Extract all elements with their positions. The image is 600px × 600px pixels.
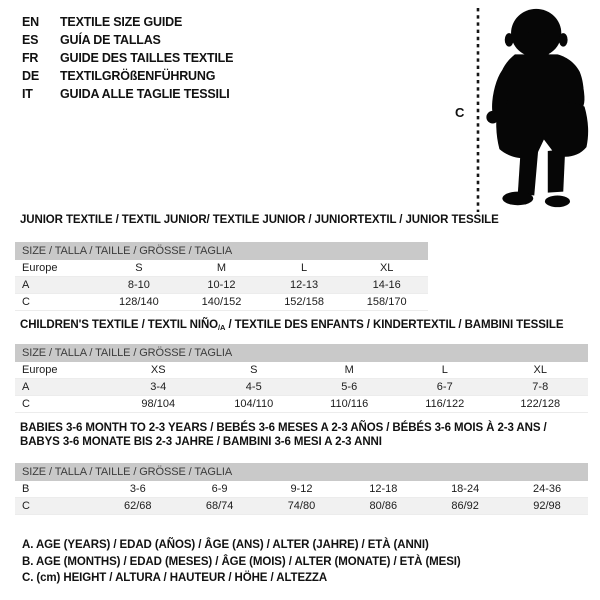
guide-title: GUÍA DE TALLAS [60,33,161,47]
row-label: C [15,396,111,413]
title-text: CHILDREN'S TEXTILE / TEXTIL NIÑO [20,319,219,331]
cell: 4-5 [206,379,302,396]
cell: 62/68 [97,498,179,515]
cell: 110/116 [302,396,398,413]
language-row-de [22,67,233,85]
language-code: EN [22,15,39,29]
children-textile-table [15,344,588,413]
cell: XS [111,362,207,379]
guide-title: TEXTILGRÖßENFÜHRUNG [60,69,216,83]
cell: 6-7 [397,379,493,396]
cell: 152/158 [263,294,346,311]
cell: 9-12 [261,481,343,498]
babies-title-line2: BABYS 3-6 MONATE BIS 2-3 JAHRE / BAMBINI 3-6 MESI A 2-3 ANNI [20,436,382,448]
table-row [15,379,588,396]
cell: 6-9 [179,481,261,498]
babies-title-line1: BABIES 3-6 MONTH TO 2-3 YEARS / BEBÉS 3-6 MESES A 2-3 AÑOS / BÉBÉS 3-6 MOIS À 2-3 ANS / [20,422,547,434]
children-textile-section [15,318,588,413]
toddler-silhouette-icon [485,6,598,211]
cell: 3-6 [97,481,179,498]
footnote-a: A. AGE (YEARS) / EDAD (AÑOS) / ÂGE (ANS) / ALTER (JAHRE) / ETÀ (ANNI) [22,539,429,551]
cell: M [302,362,398,379]
row-label: B [15,481,97,498]
table-row [15,260,428,277]
cell: 12-18 [342,481,424,498]
language-row-en [22,13,233,31]
language-code: ES [22,33,39,47]
cell: M [180,260,263,277]
cell: 92/98 [506,498,588,515]
cell: 158/170 [345,294,428,311]
row-label: A [15,379,111,396]
row-label: A [15,277,98,294]
cell: 68/74 [179,498,261,515]
cell: 128/140 [98,294,181,311]
size-header-bar: SIZE / TALLA / TAILLE / GRÖSSE / TAGLIA [15,344,588,362]
babies-textile-table [15,463,588,515]
cell: XL [345,260,428,277]
junior-textile-table [15,242,428,311]
cell: XL [493,362,589,379]
guide-title: TEXTILE SIZE GUIDE [60,15,183,29]
cell: 18-24 [424,481,506,498]
cell: L [263,260,346,277]
height-measure-line [475,8,481,212]
cell: 5-6 [302,379,398,396]
cell: 104/110 [206,396,302,413]
row-label: C [15,498,97,515]
table-row [15,498,588,515]
cell: 86/92 [424,498,506,515]
cell: S [98,260,181,277]
table-row [15,294,428,311]
size-header-bar: SIZE / TALLA / TAILLE / GRÖSSE / TAGLIA [15,463,588,481]
row-label: Europe [15,362,111,379]
cell: 14-16 [345,277,428,294]
junior-textile-section [15,213,499,311]
cell: 122/128 [493,396,589,413]
table-row [15,277,428,294]
babies-textile-section [15,421,588,515]
cell: 98/104 [111,396,207,413]
language-code: IT [22,87,33,101]
children-textile-title [15,318,588,335]
guide-title: GUIDA ALLE TAGLIE TESSILI [60,87,230,101]
table-row [15,396,588,413]
cell: 10-12 [180,277,263,294]
size-header-bar: SIZE / TALLA / TAILLE / GRÖSSE / TAGLIA [15,242,428,260]
cell: 8-10 [98,277,181,294]
height-measure-label: C [455,105,465,120]
language-code: DE [22,69,39,83]
cell: 12-13 [263,277,346,294]
guide-title: GUIDE DES TAILLES TEXTILE [60,51,234,65]
row-label: C [15,294,98,311]
cell: S [206,362,302,379]
cell: L [397,362,493,379]
table-row [15,481,588,498]
cell: 7-8 [493,379,589,396]
cell: 116/122 [397,396,493,413]
junior-textile-title: JUNIOR TEXTILE / TEXTIL JUNIOR/ TEXTILE JUNIOR / JUNIORTEXTIL / JUNIOR TESSILE [20,214,499,226]
cell: 3-4 [111,379,207,396]
title-subscript: /A [218,323,226,332]
footnote-legend [22,537,461,587]
row-label: Europe [15,260,98,277]
cell: 74/80 [261,498,343,515]
cell: 140/152 [180,294,263,311]
table-row [15,362,588,379]
footnote-c: C. (cm) HEIGHT / ALTURA / HAUTEUR / HÖHE / ALTEZZA [22,572,328,585]
language-code: FR [22,51,39,65]
language-row-it [22,85,233,103]
cell: 24-36 [506,481,588,498]
language-row-fr [22,49,233,67]
language-title-list [22,13,233,103]
title-text: / TEXTILE DES ENFANTS / KINDERTEXTIL / BAMBINI TESSILE [225,319,564,331]
cell: 80/86 [342,498,424,515]
language-row-es [22,31,233,49]
figure-area [440,0,600,220]
footnote-b: B. AGE (MONTHS) / EDAD (MESES) / ÂGE (MOIS) / ALTER (MONATE) / ETÀ (MESI) [22,555,461,568]
